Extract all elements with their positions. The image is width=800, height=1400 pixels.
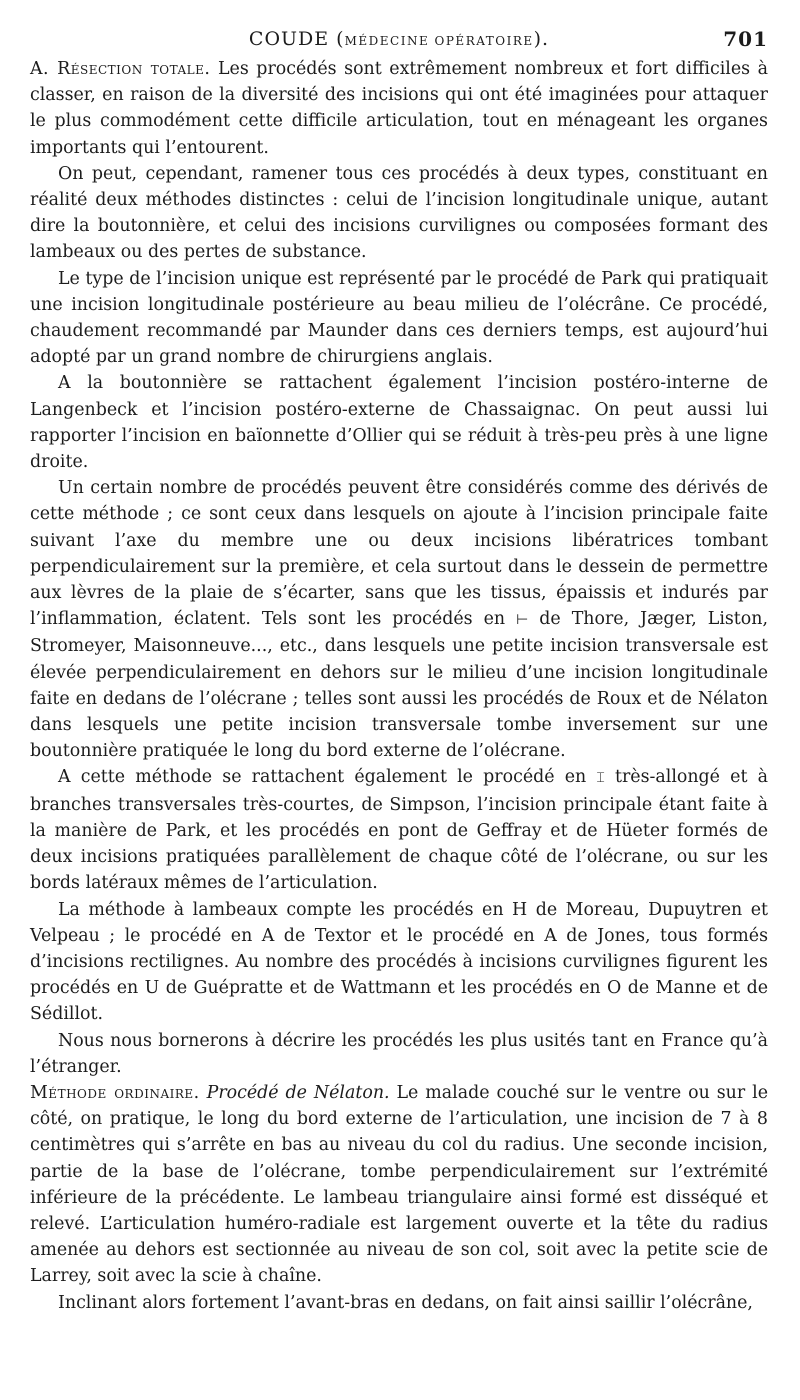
paragraph-resection-totale — [30, 56, 768, 161]
paragraph-incision-unique — [30, 266, 768, 371]
header-title-sub: MÉDECINE OPÉRATOIRE — [344, 34, 534, 48]
paragraph-text: Le malade couché sur le ventre ou sur le côté, on pratique, le long du bord externe de l’articulation, une incision de 7 à 8 centimètres qui s’arrête en bas au niveau du col du radius. Une seconde incision, partie de la base de l’olécrane, tombe perpendiculairement sur l’extrémité inférieure de la précédente. Le lambeau triangulaire ainsi formé est disséqué et relevé. L’articulation huméro-radiale est largement ouverte et la tête du radius amenée au dehors est sectionnée au niveau de son col, soit avec la petite scie de Larrey, soit avec la scie à chaîne. — [30, 1082, 768, 1287]
paragraph-text: de Thore, Jæger, Liston, Stromeyer, Maisonneuve..., etc., dans lesquels une petite incision transversale est élevée perpendiculairement en dehors sur le milieu d’une incision longitudinale faite en dedans de l’olécrane ; telles sont aussi les procédés de Roux et de Nélaton dans lesquels une petite incision transversale tombe inversement sur une boutonnière pratiquée le long du bord externe de l’olécrane. — [30, 609, 768, 762]
paragraph-bornerons — [30, 1028, 768, 1080]
paragraph-text: Inclinant alors fortement l’avant-bras en dedans, on fait ainsi saillir l’olécrâne, — [58, 1292, 753, 1313]
header-title-end: ). — [533, 28, 550, 50]
paragraph-text: Les procédés sont extrêmement nombreux et fort difficiles à classer, en raison de la diversité des incisions qui ont été imaginées pour attaquer le plus commodément cette difficile articulation, tout en ménageant les organes importants qui l’entourent. — [30, 59, 768, 158]
page-number: 701 — [723, 27, 768, 51]
paragraph-text: Un certain nombre de procédés peuvent être considérés comme des dérivés de cette méthode ; ce sont ceux dans lesquels on ajoute à l’incision principale faite suivant l’axe du membre une ou deux incisions libératrices tombant perpendiculairement sur la première, et cela surtout dans le dessein de permettre aux lèvres de la plaie de s’écarter, sans que les tissus, épaissis et indurés par l’inflammation, éclatent. Tels sont les procédés en — [30, 478, 768, 630]
paragraph-derives — [30, 475, 768, 764]
paragraph-text: A cette méthode se rattachent également le procédé en — [58, 767, 597, 788]
paragraph-methode-ordinaire — [30, 1080, 768, 1290]
paragraph-text: A la boutonnière se rattachent également l’incision postéro-interne de Langenbeck et l’incision postéro-externe de Chassaignac. On peut aussi lui rapporter l’incision en baïonnette d’Ollier qui se réduit à très-peu près à une ligne droite. — [30, 373, 768, 473]
section-lead: Méthode ordinaire. — [30, 1082, 200, 1103]
paragraph-text: La méthode à lambeaux compte les procédés en H de Moreau, Dupuytren et Velpeau ; le procédé en A de Textor et le procédé en A de Jones, tous formés d’incisions rectilignes. Au nombre des procédés à incisions curvilignes figurent les procédés en U de Guépratte et de Wattmann et les procédés en O de Manne et de Sédillot. — [30, 899, 768, 1025]
header-title — [249, 28, 549, 50]
paragraph-boutonniere — [30, 370, 768, 475]
procedure-title: Procédé de Nélaton. — [199, 1082, 390, 1103]
paragraph-text: Le type de l’incision unique est représenté par le procédé de Park qui pratiquait une incision longitudinale postérieure au beau milieu de l’olécrâne. Ce procédé, chaudement recommandé par Maunder dans ces derniers temps, est aujourd’hui adopté par un grand nombre de chirurgiens anglais. — [30, 268, 768, 368]
paragraph-text: On peut, cependant, ramener tous ces procédés à deux types, constituant en réalité deux méthodes distinctes : celui de l’incision longitudinale unique, autant dire la boutonnière, et celui des incisions curvilignes ou composées formant des lambeaux ou des pertes de substance. — [30, 163, 768, 263]
header-title-main: COUDE ( — [248, 28, 345, 50]
incision-i-icon: ⌶ — [596, 770, 605, 787]
paragraph-inclinant — [30, 1290, 768, 1316]
paragraph-text: très-allongé et à branches transversales très-courtes, de Simpson, l’incision principale étant faite à la manière de Park, et les procédés en pont de Geffray et de Hüeter formés de deux incisions pratiquées parallèlement de chaque côté de l’olécrane, ou sur les bords latéraux mêmes de l’articulation. — [30, 767, 768, 894]
running-header — [30, 22, 768, 56]
paragraph-deux-types — [30, 161, 768, 266]
document-page — [30, 22, 768, 1316]
incision-t-icon: ⊢ — [516, 612, 529, 629]
paragraph-simpson — [30, 764, 768, 896]
paragraph-text: Nous nous bornerons à décrire les procédés les plus usités tant en France qu’à l’étranger. — [30, 1030, 768, 1077]
paragraph-lambeaux — [30, 897, 768, 1028]
section-lead: A. Résection totale. — [30, 59, 211, 79]
